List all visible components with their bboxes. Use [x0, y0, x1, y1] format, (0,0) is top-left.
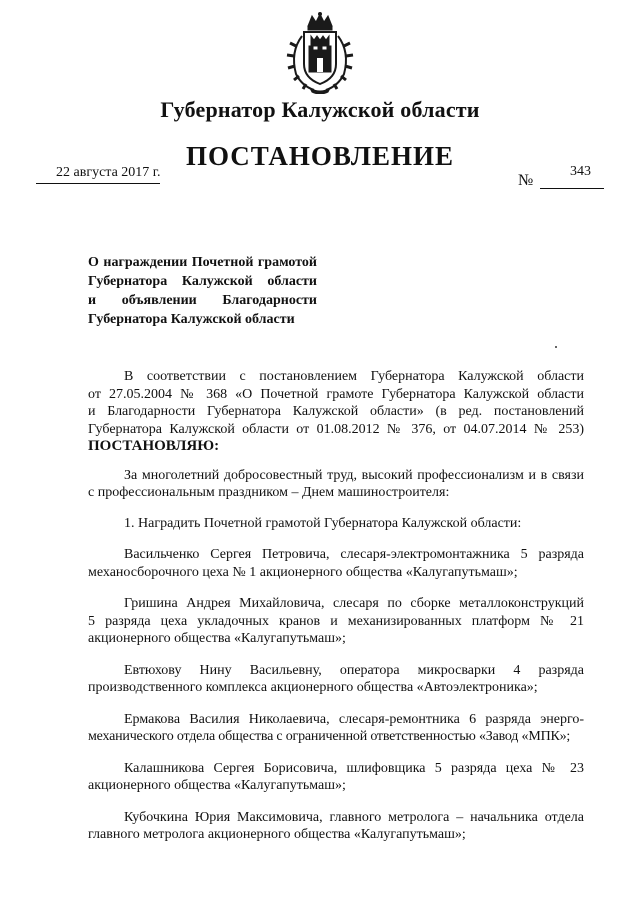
intro-line: с профессиональным праздником – Днем машиностроителя:: [88, 485, 450, 500]
awardee-line: главного метролога акционерного общества «Калугапутьмаш»;: [88, 827, 466, 842]
awardee-entry: [88, 711, 584, 746]
awardee-line: акционерного общества «Калугапутьмаш»;: [88, 631, 346, 646]
date-underline: [36, 183, 160, 184]
awardee-line: акционерного общества «Калугапутьмаш»;: [88, 778, 346, 793]
document-date: 22 августа 2017 г.: [56, 165, 161, 180]
document-type-heading: ПОСТАНОВЛЕНИЕ: [185, 141, 455, 171]
item-1-heading: 1. Наградить Почетной грамотой Губернатора Калужской области:: [124, 515, 522, 531]
issuer-title: Губернатор Калужской области: [160, 97, 480, 122]
intro-line: За многолетний добросовестный труд, высокий профессионализм и в связи: [124, 467, 584, 483]
awardee-entry: [88, 809, 584, 844]
preamble-line: от 27.05.2004 № 368 «О Почетной грамоте Губернатора Калужской области: [88, 386, 584, 402]
subject-line: Губернатора Калужской области: [88, 312, 295, 327]
subject-line: и объявлении Благодарности: [88, 293, 317, 308]
awardee-entry: [88, 595, 584, 648]
awardee-entry: [88, 662, 584, 697]
subject-line: О награждении Почетной грамотой: [88, 255, 317, 270]
number-underline: [540, 188, 604, 189]
awardee-line: механосборочного цеха № 1 акционерного общества «Калугапутьмаш»;: [88, 564, 518, 580]
preamble-line: В соответствии с постановлением Губернатора Калужской области: [124, 369, 584, 384]
document-subject: [88, 253, 317, 329]
number-sign: №: [518, 172, 534, 189]
document-body: [88, 368, 584, 844]
awardee-line: Гришина Андрея Михайловича, слесаря по сборке металлоконструкций: [124, 596, 584, 611]
awardee-entry: [88, 760, 584, 795]
preamble-line: Губернатора Калужской области от 01.08.2012 № 376, от 04.07.2014 № 253): [88, 421, 584, 437]
awardee-entry: [88, 546, 584, 581]
awardee-line: производственного комплекса акционерного общества «Автоэлектроника»;: [88, 680, 538, 695]
awardee-line: Васильченко Сергея Петровича, слесаря-электромонтажника 5 разряда: [124, 547, 584, 562]
awardee-line: Кубочкина Юрия Максимовича, главного метролога – начальника отдела: [124, 809, 584, 825]
preamble-line: и Благодарности Губернатора Калужской области» (в ред. постановлений: [88, 404, 584, 419]
decree-word: ПОСТАНОВЛЯЮ:: [88, 438, 220, 454]
subject-line: Губернатора Калужской области: [88, 274, 317, 289]
awardee-line: механического отдела общества с ограниченной ответственностью «Завод «МПК»;: [88, 729, 571, 744]
scan-speck: [555, 346, 557, 348]
awardee-line: 5 разряда цеха укладочных кранов и механизированных платформ № 21: [88, 613, 584, 629]
kaluga-oblast-coat-of-arms-icon: [284, 12, 356, 94]
document-number: 343: [570, 164, 591, 179]
awardee-line: Калашникова Сергея Борисовича, шлифовщика 5 разряда цеха № 23: [124, 760, 584, 776]
awardee-line: Евтюхову Нину Васильевну, оператора микросварки 4 разряда: [124, 662, 584, 678]
awardee-line: Ермакова Василия Николаевича, слесаря-ремонтника 6 разряда энерго-: [124, 711, 584, 727]
